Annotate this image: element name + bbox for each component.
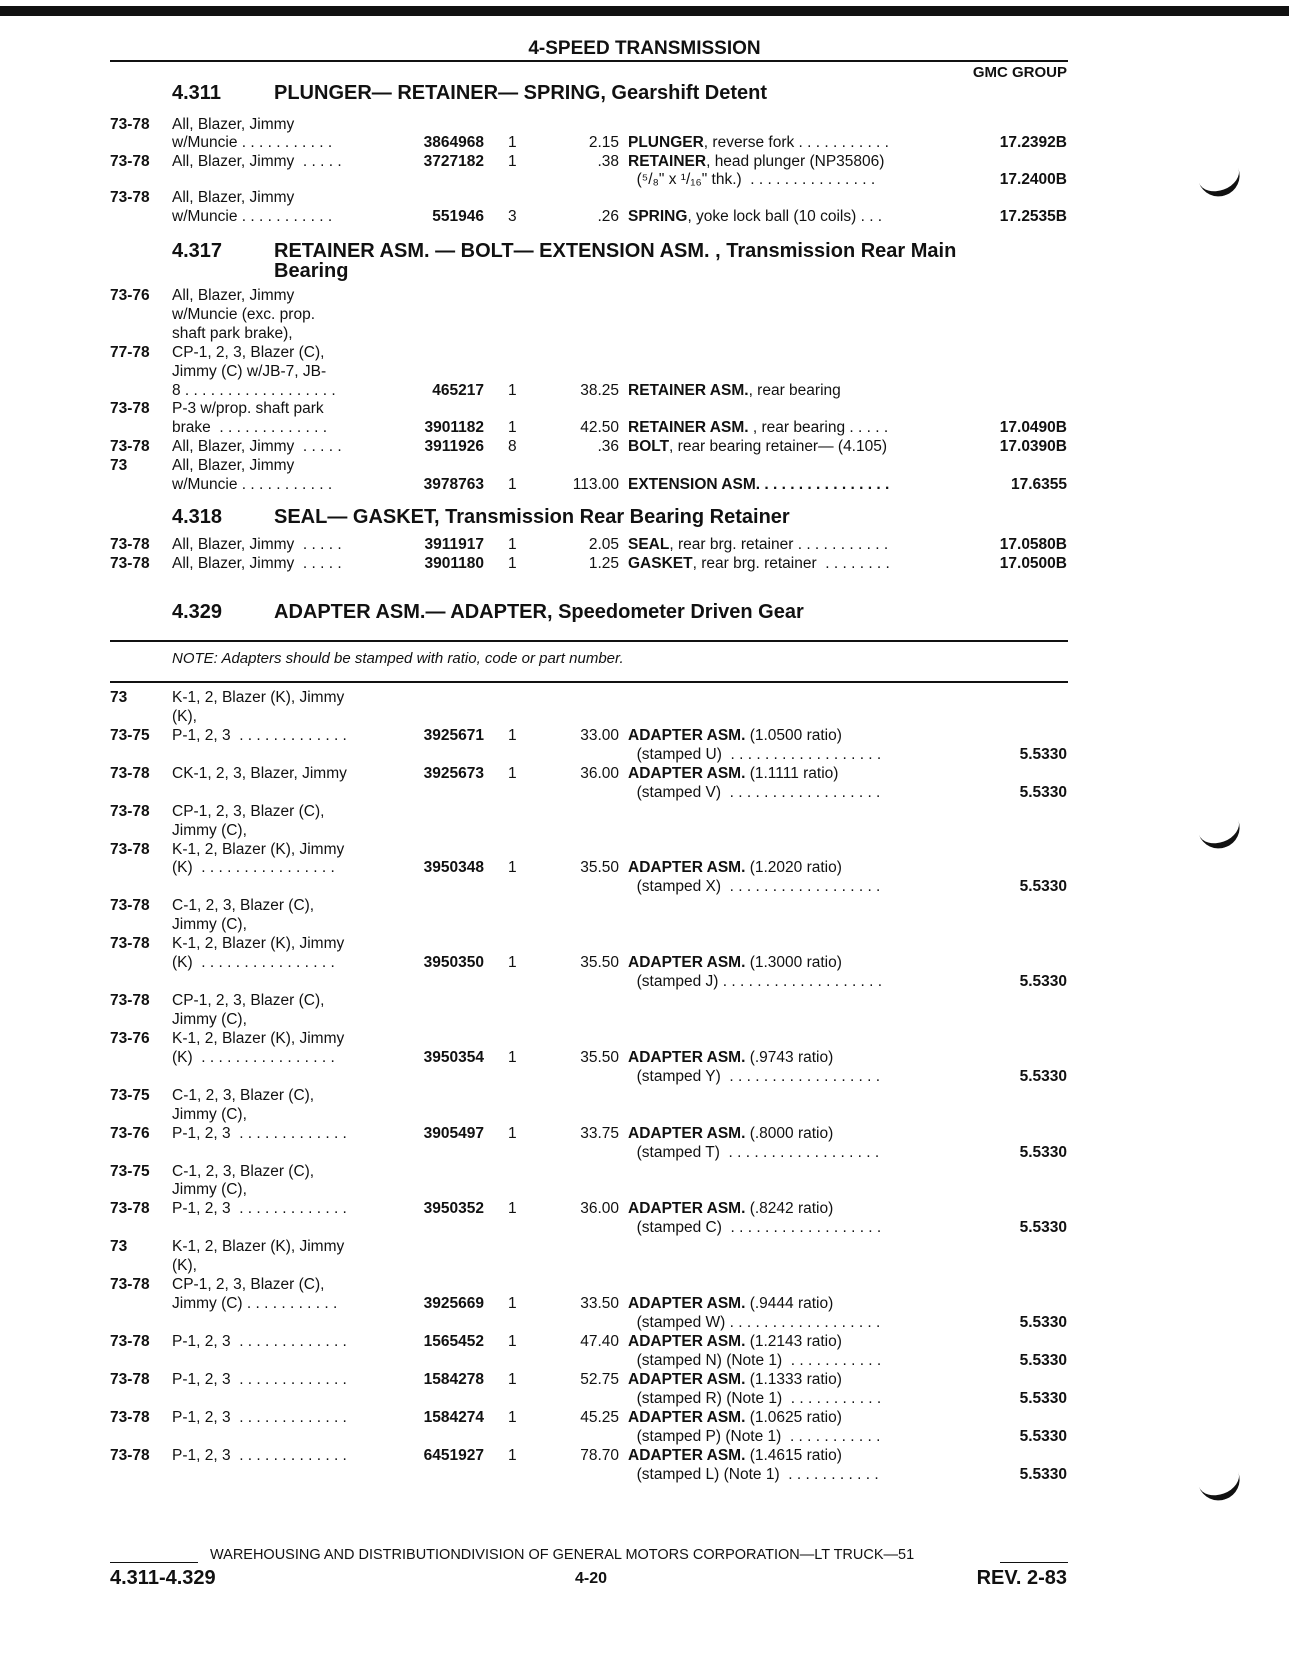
- footer-revision: REV. 2-83: [976, 1567, 1067, 1589]
- model-years-cell: 73-78: [110, 400, 150, 417]
- section-heading: [172, 601, 804, 624]
- catalog-ref-cell: 17.6355: [1010, 476, 1067, 493]
- catalog-ref-cell: 5.5330: [1019, 1219, 1067, 1236]
- section-note: NOTE: Adapters should be stamped with ratio, code or part number.: [172, 650, 624, 667]
- model-years-cell: 73-78: [110, 1333, 150, 1350]
- description-cell: SPRING, yoke lock ball (10 coils) . . .: [628, 208, 883, 225]
- application-cell: All, Blazer, Jimmy . . . . .: [172, 555, 342, 572]
- price-cell: 2.15: [588, 134, 619, 151]
- description-cell: ADAPTER ASM. (.9743 ratio): [628, 1049, 834, 1066]
- catalog-ref-cell: 17.2535B: [999, 208, 1067, 225]
- part-number-cell: 3901180: [424, 555, 484, 572]
- section-title: ADAPTER ASM.— ADAPTER, Speedometer Driven Gear: [274, 601, 804, 623]
- application-cell: w/Muncie . . . . . . . . . . .: [172, 134, 333, 151]
- description-cell: BOLT, rear bearing retainer— (4.105): [628, 438, 888, 455]
- binder-hole-mark: [1196, 814, 1245, 855]
- application-cell: CP-1, 2, 3, Blazer (C),: [172, 992, 325, 1009]
- application-cell: All, Blazer, Jimmy: [172, 189, 295, 206]
- footer-section-range: 4.311-4.329: [110, 1567, 216, 1589]
- application-cell: All, Blazer, Jimmy: [172, 116, 295, 133]
- model-years-cell: 73-76: [110, 287, 150, 304]
- model-years-cell: 77-78: [110, 344, 150, 361]
- part-number-cell: 6451927: [423, 1447, 484, 1464]
- part-number-cell: 3905497: [423, 1125, 484, 1142]
- model-years-cell: 73-78: [110, 1447, 150, 1464]
- application-cell: All, Blazer, Jimmy . . . . .: [172, 536, 342, 553]
- application-cell: Jimmy (C),: [172, 822, 247, 839]
- catalog-ref-cell: 17.0500B: [999, 555, 1067, 572]
- quantity-cell: 8: [508, 438, 517, 455]
- catalog-ref-cell: 5.5330: [1019, 1068, 1067, 1085]
- model-years-cell: 73-78: [110, 555, 150, 572]
- model-years-cell: 73-78: [110, 1200, 150, 1217]
- price-cell: 35.50: [580, 954, 619, 971]
- price-cell: 35.50: [580, 859, 619, 876]
- page-title: 4-SPEED TRANSMISSION: [528, 38, 761, 59]
- application-cell: C-1, 2, 3, Blazer (C),: [172, 1087, 315, 1104]
- section-number: 4.311: [172, 82, 221, 104]
- description-cell: RETAINER, head plunger (NP35806): [628, 153, 885, 170]
- price-cell: 2.05: [588, 536, 619, 553]
- quantity-cell: 1: [508, 1200, 517, 1217]
- price-cell: 52.75: [580, 1371, 619, 1388]
- description-cell: (stamped Y) . . . . . . . . . . . . . . . . . .: [628, 1068, 881, 1085]
- application-cell: Jimmy (C),: [172, 1011, 247, 1028]
- application-cell: w/Muncie . . . . . . . . . . .: [172, 476, 333, 493]
- model-years-cell: 73-78: [110, 1409, 150, 1426]
- section-title: PLUNGER— RETAINER— SPRING, Gearshift Detent: [274, 82, 768, 104]
- application-cell: C-1, 2, 3, Blazer (C),: [172, 1163, 315, 1180]
- description-cell: (stamped U) . . . . . . . . . . . . . . . . . .: [628, 746, 882, 763]
- application-cell: All, Blazer, Jimmy: [172, 287, 295, 304]
- part-number-cell: 3925671: [423, 727, 484, 744]
- application-cell: K-1, 2, Blazer (K), Jimmy: [172, 1030, 345, 1047]
- model-years-cell: 73: [110, 457, 128, 474]
- quantity-cell: 1: [508, 1447, 517, 1464]
- description-cell: (stamped T) . . . . . . . . . . . . . . . . . .: [628, 1144, 880, 1161]
- catalog-ref-cell: 17.2400B: [999, 171, 1067, 188]
- model-years-cell: 73-78: [110, 438, 150, 455]
- application-cell: All, Blazer, Jimmy . . . . .: [172, 438, 342, 455]
- quantity-cell: 1: [508, 1125, 517, 1142]
- part-number-cell: 3950352: [423, 1200, 484, 1217]
- section-title: RETAINER ASM. — BOLT— EXTENSION ASM. , Transmission Rear Main: [274, 240, 957, 262]
- application-cell: CP-1, 2, 3, Blazer (C),: [172, 803, 325, 820]
- section-heading: [172, 506, 790, 529]
- price-cell: 36.00: [580, 1200, 619, 1217]
- description-cell: (stamped V) . . . . . . . . . . . . . . . . . .: [628, 784, 881, 801]
- model-years-cell: 73-78: [110, 841, 150, 858]
- quantity-cell: 1: [508, 765, 517, 782]
- part-number-cell: 3978763: [423, 476, 484, 493]
- quantity-cell: 1: [508, 727, 517, 744]
- application-cell: P-1, 2, 3 . . . . . . . . . . . . .: [172, 1125, 347, 1142]
- catalog-ref-cell: 5.5330: [1019, 1144, 1067, 1161]
- price-cell: 33.75: [580, 1125, 619, 1142]
- application-cell: P-1, 2, 3 . . . . . . . . . . . . .: [172, 727, 347, 744]
- catalog-ref-cell: 5.5330: [1019, 784, 1067, 801]
- application-cell: K-1, 2, Blazer (K), Jimmy: [172, 935, 345, 952]
- model-years-cell: 73-78: [110, 803, 150, 820]
- price-cell: .38: [597, 153, 619, 170]
- application-cell: P-1, 2, 3 . . . . . . . . . . . . .: [172, 1333, 347, 1350]
- quantity-cell: 1: [508, 954, 517, 971]
- description-cell: (stamped X) . . . . . . . . . . . . . . . . . .: [628, 878, 881, 895]
- top-edge-bar: [0, 6, 1289, 16]
- application-cell: K-1, 2, Blazer (K), Jimmy: [172, 689, 345, 706]
- part-number-cell: 3901182: [424, 419, 484, 436]
- description-cell: SEAL, rear brg. retainer . . . . . . . . . . .: [628, 536, 889, 553]
- application-cell: K-1, 2, Blazer (K), Jimmy: [172, 841, 345, 858]
- catalog-ref-cell: 17.0390B: [999, 438, 1067, 455]
- section-heading: [172, 82, 767, 105]
- model-years-cell: 73-76: [110, 1125, 150, 1142]
- application-cell: (K),: [172, 1257, 197, 1274]
- part-number-cell: 3950348: [423, 859, 484, 876]
- description-cell: ADAPTER ASM. (1.0625 ratio): [628, 1409, 842, 1426]
- description-cell: EXTENSION ASM. . . . . . . . . . . . . . . .: [628, 476, 890, 493]
- description-cell: (stamped P) (Note 1) . . . . . . . . . . .: [628, 1428, 881, 1445]
- description-cell: (stamped L) (Note 1) . . . . . . . . . . .: [628, 1466, 879, 1483]
- part-number-cell: 1565452: [423, 1333, 484, 1350]
- application-cell: CP-1, 2, 3, Blazer (C),: [172, 1276, 325, 1293]
- quantity-cell: 1: [508, 382, 517, 399]
- description-cell: ADAPTER ASM. (.8000 ratio): [628, 1125, 834, 1142]
- part-number-cell: 3925673: [423, 765, 484, 782]
- description-cell: ADAPTER ASM. (1.2143 ratio): [628, 1333, 842, 1350]
- description-cell: (stamped J) . . . . . . . . . . . . . . . . . . .: [628, 973, 883, 990]
- price-cell: 113.00: [572, 476, 619, 493]
- application-cell: 8 . . . . . . . . . . . . . . . . . .: [172, 382, 336, 399]
- catalog-ref-cell: 5.5330: [1019, 973, 1067, 990]
- description-cell: (⁵/₈" x ¹/₁₆" thk.) . . . . . . . . . . . . . . .: [628, 171, 876, 188]
- binder-hole-mark: [1196, 162, 1245, 203]
- section-number: 4.329: [172, 601, 223, 623]
- description-cell: ADAPTER ASM. (1.4615 ratio): [628, 1447, 842, 1464]
- description-cell: ADAPTER ASM. (.8242 ratio): [628, 1200, 834, 1217]
- description-cell: ADAPTER ASM. (1.3000 ratio): [628, 954, 842, 971]
- group-label: GMC GROUP: [972, 64, 1067, 81]
- price-cell: .36: [597, 438, 619, 455]
- catalog-ref-cell: 5.5330: [1019, 1314, 1067, 1331]
- model-years-cell: 73: [110, 1238, 128, 1255]
- description-cell: ADAPTER ASM. (.9444 ratio): [628, 1295, 834, 1312]
- application-cell: Jimmy (C) . . . . . . . . . . .: [172, 1295, 338, 1312]
- price-cell: .26: [597, 208, 619, 225]
- quantity-cell: 1: [508, 536, 517, 553]
- description-cell: ADAPTER ASM. (1.1333 ratio): [628, 1371, 842, 1388]
- price-cell: 42.50: [580, 419, 619, 436]
- model-years-cell: 73-78: [110, 153, 150, 170]
- application-cell: shaft park brake),: [172, 325, 293, 342]
- description-cell: RETAINER ASM., rear bearing: [628, 382, 841, 399]
- price-cell: 33.00: [580, 727, 619, 744]
- application-cell: CK-1, 2, 3, Blazer, Jimmy: [172, 765, 347, 782]
- title-rule: [110, 60, 1068, 62]
- model-years-cell: 73-78: [110, 536, 150, 553]
- section-number: 4.318: [172, 506, 223, 528]
- quantity-cell: 1: [508, 1295, 517, 1312]
- price-cell: 1.25: [588, 555, 619, 572]
- quantity-cell: 1: [508, 134, 517, 151]
- model-years-cell: 73-78: [110, 935, 150, 952]
- application-cell: P-1, 2, 3 . . . . . . . . . . . . .: [172, 1447, 347, 1464]
- application-cell: P-1, 2, 3 . . . . . . . . . . . . .: [172, 1200, 347, 1217]
- section-title-continued: Bearing: [274, 260, 349, 282]
- application-cell: Jimmy (C),: [172, 916, 247, 933]
- application-cell: Jimmy (C) w/JB-7, JB-: [172, 363, 327, 380]
- application-cell: (K) . . . . . . . . . . . . . . . .: [172, 859, 335, 876]
- description-cell: (stamped R) (Note 1) . . . . . . . . . . .: [628, 1390, 882, 1407]
- catalog-ref-cell: 5.5330: [1019, 878, 1067, 895]
- application-cell: w/Muncie . . . . . . . . . . .: [172, 208, 333, 225]
- catalog-ref-cell: 17.2392B: [999, 134, 1067, 151]
- part-number-cell: 3950350: [423, 954, 484, 971]
- model-years-cell: 73-78: [110, 189, 150, 206]
- part-number-cell: 3925669: [423, 1295, 484, 1312]
- price-cell: 35.50: [580, 1049, 619, 1066]
- application-cell: Jimmy (C),: [172, 1106, 247, 1123]
- application-cell: CP-1, 2, 3, Blazer (C),: [172, 344, 325, 361]
- note-rule-bottom: [110, 681, 1068, 683]
- description-cell: ADAPTER ASM. (1.1111 ratio): [628, 765, 839, 782]
- application-cell: (K) . . . . . . . . . . . . . . . .: [172, 954, 335, 971]
- description-cell: PLUNGER, reverse fork . . . . . . . . . . .: [628, 134, 889, 151]
- price-cell: 33.50: [580, 1295, 619, 1312]
- price-cell: 45.25: [580, 1409, 619, 1426]
- model-years-cell: 73: [110, 689, 128, 706]
- quantity-cell: 1: [508, 1409, 517, 1426]
- catalog-ref-cell: 5.5330: [1019, 1428, 1067, 1445]
- part-number-cell: 1584278: [423, 1371, 484, 1388]
- part-number-cell: 3911926: [424, 438, 484, 455]
- model-years-cell: 73-75: [110, 1087, 150, 1104]
- application-cell: P-3 w/prop. shaft park: [172, 400, 324, 417]
- section-number: 4.317: [172, 240, 223, 262]
- model-years-cell: 73-78: [110, 897, 150, 914]
- model-years-cell: 73-75: [110, 1163, 150, 1180]
- part-number-cell: 3911917: [424, 536, 484, 553]
- price-cell: 47.40: [580, 1333, 619, 1350]
- application-cell: P-1, 2, 3 . . . . . . . . . . . . .: [172, 1409, 347, 1426]
- catalog-ref-cell: 17.0490B: [999, 419, 1067, 436]
- model-years-cell: 73-76: [110, 1030, 150, 1047]
- application-cell: P-1, 2, 3 . . . . . . . . . . . . .: [172, 1371, 347, 1388]
- price-cell: 38.25: [580, 382, 619, 399]
- description-cell: GASKET, rear brg. retainer . . . . . . . .: [628, 555, 890, 572]
- part-number-cell: 465217: [432, 382, 484, 399]
- application-cell: C-1, 2, 3, Blazer (C),: [172, 897, 315, 914]
- quantity-cell: 1: [508, 555, 517, 572]
- model-years-cell: 73-78: [110, 116, 150, 133]
- quantity-cell: 1: [508, 1049, 517, 1066]
- description-cell: (stamped W) . . . . . . . . . . . . . . . . . .: [628, 1314, 881, 1331]
- price-cell: 36.00: [580, 765, 619, 782]
- model-years-cell: 73-75: [110, 727, 150, 744]
- model-years-cell: 73-78: [110, 765, 150, 782]
- quantity-cell: 1: [508, 1371, 517, 1388]
- model-years-cell: 73-78: [110, 992, 150, 1009]
- application-cell: (K) . . . . . . . . . . . . . . . .: [172, 1049, 335, 1066]
- application-cell: K-1, 2, Blazer (K), Jimmy: [172, 1238, 345, 1255]
- catalog-ref-cell: 17.0580B: [999, 536, 1067, 553]
- section-title: SEAL— GASKET, Transmission Rear Bearing Retainer: [274, 506, 790, 528]
- part-number-cell: 3727182: [423, 153, 484, 170]
- catalog-ref-cell: 5.5330: [1019, 746, 1067, 763]
- description-cell: ADAPTER ASM. (1.0500 ratio): [628, 727, 842, 744]
- binder-hole-mark: [1196, 1466, 1245, 1507]
- footer-page-number: 4-20: [575, 1570, 608, 1587]
- catalog-ref-cell: 5.5330: [1019, 1352, 1067, 1369]
- price-cell: 78.70: [580, 1447, 619, 1464]
- description-cell: (stamped C) . . . . . . . . . . . . . . . . . .: [628, 1219, 882, 1236]
- quantity-cell: 1: [508, 419, 517, 436]
- application-cell: w/Muncie (exc. prop.: [172, 306, 315, 323]
- part-number-cell: 1584274: [423, 1409, 484, 1426]
- application-cell: Jimmy (C),: [172, 1181, 247, 1198]
- description-cell: (stamped N) (Note 1) . . . . . . . . . . .: [628, 1352, 882, 1369]
- application-cell: brake . . . . . . . . . . . . .: [172, 419, 328, 436]
- application-cell: All, Blazer, Jimmy: [172, 457, 295, 474]
- catalog-ref-cell: 5.5330: [1019, 1390, 1067, 1407]
- quantity-cell: 1: [508, 476, 517, 493]
- quantity-cell: 1: [508, 1333, 517, 1350]
- catalog-ref-cell: 5.5330: [1019, 1466, 1067, 1483]
- description-cell: ADAPTER ASM. (1.2020 ratio): [628, 859, 842, 876]
- footer-publisher: WAREHOUSING AND DISTRIBUTIONDIVISION OF GENERAL MOTORS CORPORATION—LT TRUCK—51: [210, 1547, 915, 1563]
- description-cell: RETAINER ASM. , rear bearing . . . . .: [628, 419, 889, 436]
- footer-rule-left: [110, 1562, 198, 1563]
- part-number-cell: 551946: [432, 208, 484, 225]
- model-years-cell: 73-78: [110, 1276, 150, 1293]
- quantity-cell: 3: [508, 208, 517, 225]
- footer-rule-right: [1000, 1562, 1068, 1563]
- part-number-cell: 3864968: [423, 134, 484, 151]
- application-cell: All, Blazer, Jimmy . . . . .: [172, 153, 342, 170]
- part-number-cell: 3950354: [423, 1049, 484, 1066]
- model-years-cell: 73-78: [110, 1371, 150, 1388]
- note-rule-top: [110, 640, 1068, 642]
- application-cell: (K),: [172, 708, 197, 725]
- quantity-cell: 1: [508, 153, 517, 170]
- quantity-cell: 1: [508, 859, 517, 876]
